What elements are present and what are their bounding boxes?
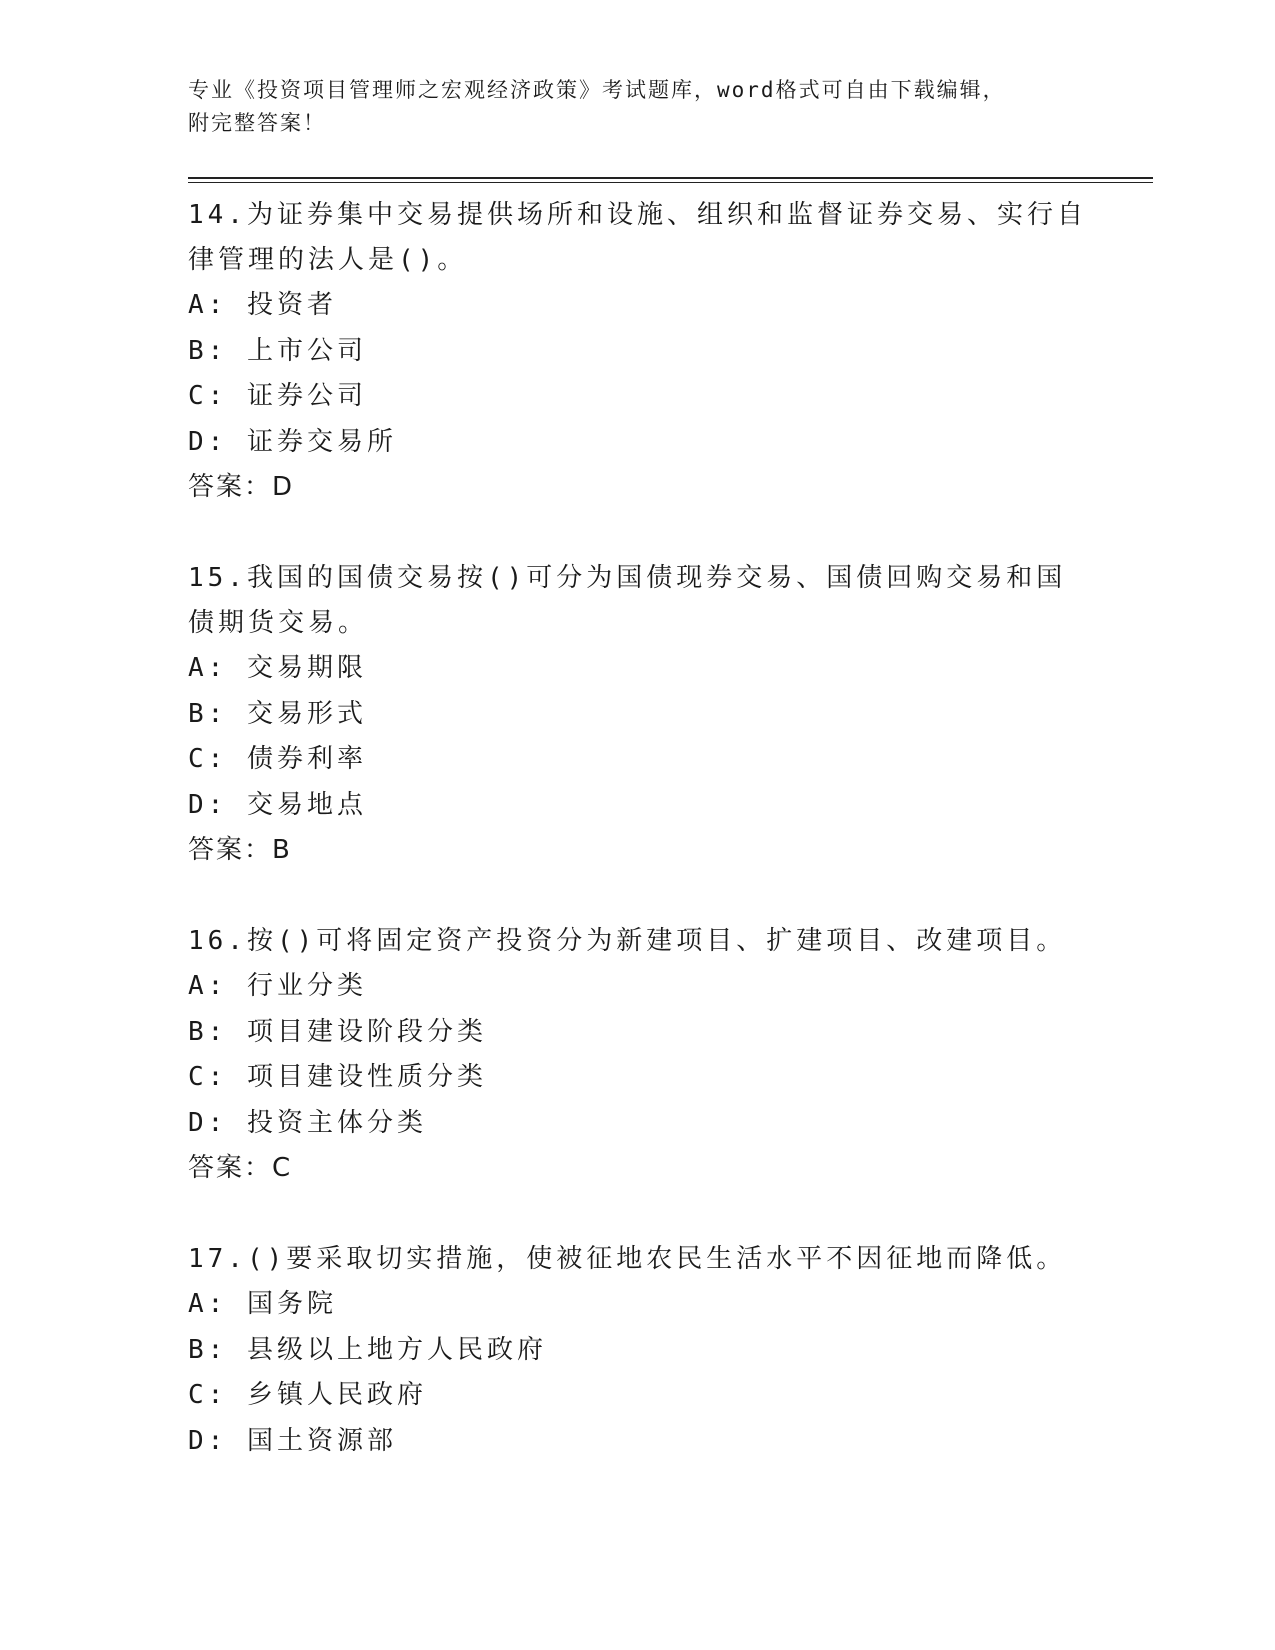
option-d: D: 证券交易所 — [188, 426, 397, 457]
option-a: A: 交易期限 — [188, 653, 367, 683]
document-header — [188, 74, 1068, 140]
option-a: A: 行业分类 — [188, 971, 367, 1001]
option-c: C: 乡镇人民政府 — [188, 1380, 427, 1410]
option-c: C: 证券公司 — [188, 381, 367, 411]
question-16 — [188, 916, 1088, 1191]
option-d: D: 投资主体分类 — [188, 1107, 427, 1138]
option-c: C: 债券利率 — [188, 744, 367, 774]
question-stem: 16.按()可将固定资产投资分为新建项目、扩建项目、改建项目。 — [188, 926, 1067, 956]
header-divider-thick — [188, 177, 1153, 179]
question-list — [188, 190, 1088, 1464]
option-b: B: 交易形式 — [188, 698, 367, 729]
option-b: B: 项目建设阶段分类 — [188, 1016, 487, 1047]
question-15 — [188, 553, 1088, 873]
answer-line: 答案：D — [188, 472, 295, 502]
option-b: B: 县级以上地方人民政府 — [188, 1334, 547, 1365]
answer-line: 答案：C — [188, 1153, 293, 1183]
header-line-1: 专业《投资项目管理师之宏观经济政策》考试题库，word格式可自由下载编辑， — [188, 78, 1006, 102]
question-stem: 14.为证券集中交易提供场所和设施、组织和监督证券交易、实行自律管理的法人是()。 — [188, 200, 1087, 275]
header-divider-thin — [188, 182, 1153, 183]
answer-line: 答案：B — [188, 835, 292, 865]
option-d: D: 国土资源部 — [188, 1425, 397, 1456]
option-b: B: 上市公司 — [188, 335, 367, 366]
header-line-2: 附完整答案！ — [188, 111, 326, 135]
question-14 — [188, 190, 1088, 510]
option-c: C: 项目建设性质分类 — [188, 1062, 487, 1092]
option-a: A: 投资者 — [188, 290, 337, 320]
question-17 — [188, 1234, 1088, 1464]
question-stem: 17.()要采取切实措施，使被征地农民生活水平不因征地而降低。 — [188, 1244, 1067, 1274]
question-stem: 15.我国的国债交易按()可分为国债现券交易、国债回购交易和国债期货交易。 — [188, 563, 1067, 638]
option-d: D: 交易地点 — [188, 789, 367, 820]
option-a: A: 国务院 — [188, 1289, 337, 1319]
